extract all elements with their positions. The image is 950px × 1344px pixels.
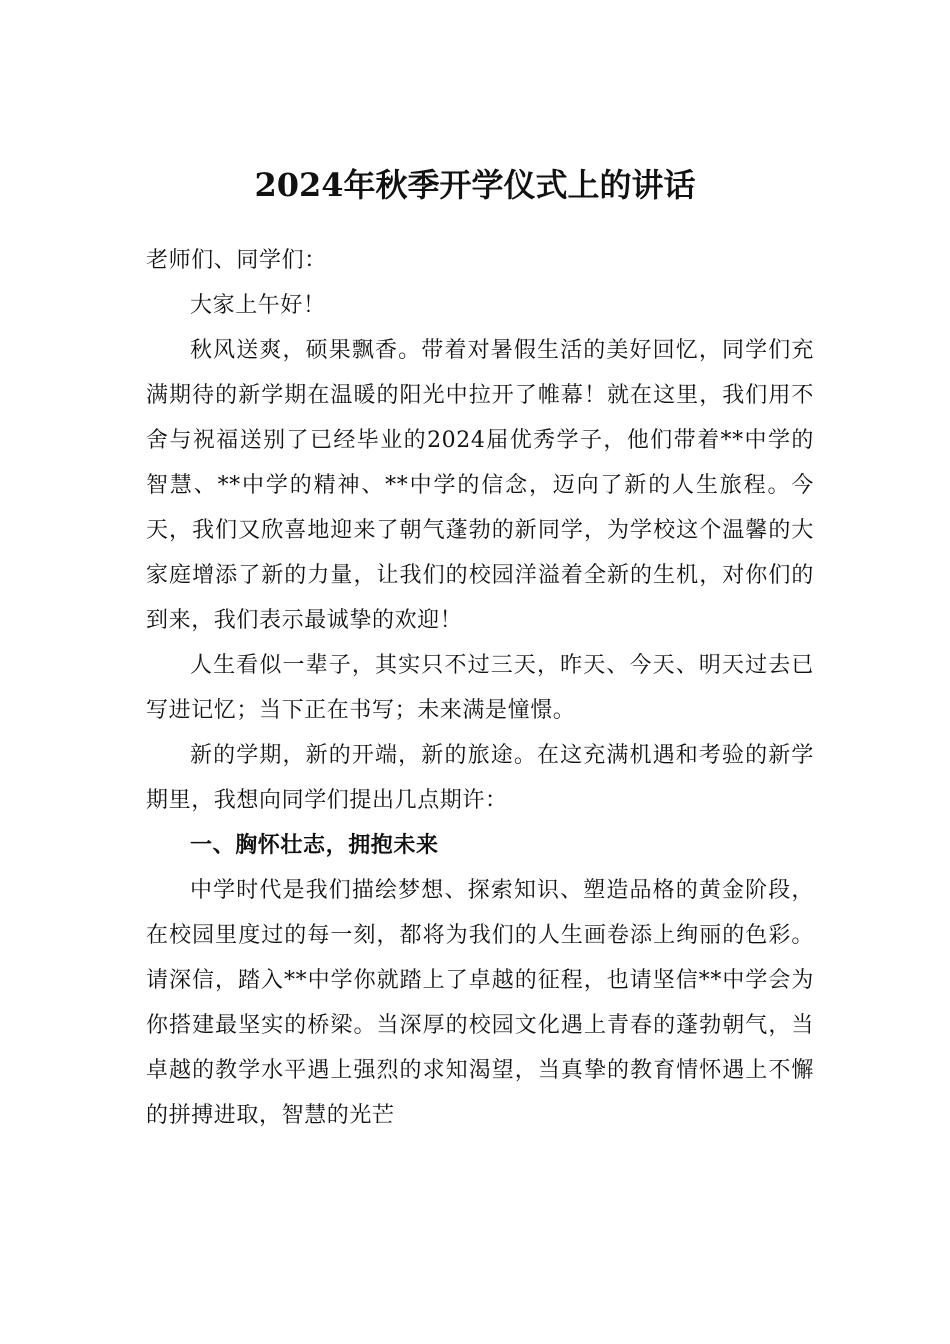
paragraph-expectations: 新的学期，新的开端，新的旅途。在这充满机遇和考验的新学期里，我想向同学们提出几点期许： <box>146 743 814 813</box>
paragraph-life: 人生看似一辈子，其实只不过三天，昨天、今天、明天过去已写进记忆；当下正在书写；未来满是憧憬。 <box>146 653 814 723</box>
section-paragraph: 中学时代是我们描绘梦想、探索知识、塑造品格的黄金阶段，在校园里度过的每一刻，都将为我们的人生画卷添上绚丽的色彩。请深信，踏入**中学你就踏上了卓越的征程，也请坚信**中学会为你搭建最坚实的桥梁。当深厚的校园文化遇上青春的蓬勃朝气，当卓越的教学水平遇上强烈的求知渴望，当真挚的教育情怀遇上不懈的拼搏进取，智慧的光芒 <box>146 878 814 1128</box>
salutation: 老师们、同学们： <box>146 248 327 273</box>
document-title: 2024年秋季开学仪式上的讲话 <box>254 166 696 204</box>
document-body <box>146 238 814 1138</box>
section-heading: 一、胸怀壮志，拥抱未来 <box>190 833 439 858</box>
greeting: 大家上午好！ <box>190 293 326 318</box>
paragraph-opening: 秋风送爽，硕果飘香。带着对暑假生活的美好回忆，同学们充满期待的新学期在温暖的阳光中拉开了帷幕！就在这里，我们用不舍与祝福送别了已经毕业的2024届优秀学子，他们带着**中学的智慧、**中学的精神、**中学的信念，迈向了新的人生旅程。今天，我们又欣喜地迎来了朝气蓬勃的新同学，为学校这个温馨的大家庭增添了新的力量，让我们的校园洋溢着全新的生机，对你们的到来，我们表示最诚挚的欢迎！ <box>146 338 814 633</box>
